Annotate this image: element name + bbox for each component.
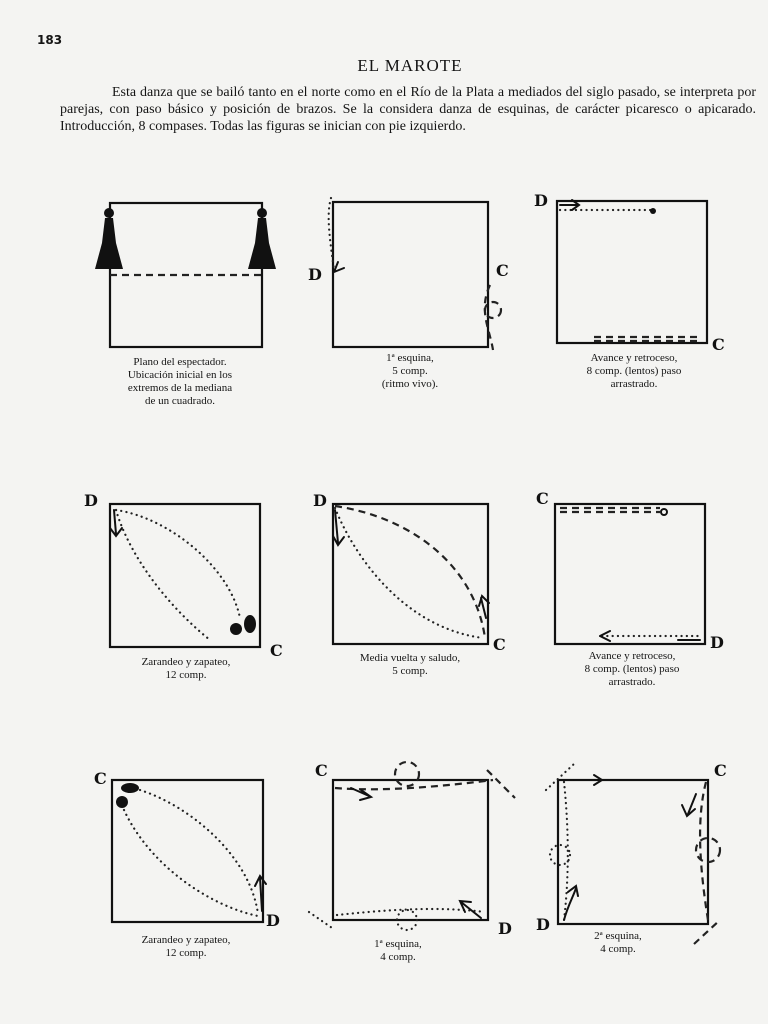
figure-7-diagram <box>80 766 290 936</box>
dama-label: D <box>710 633 724 652</box>
figure-7-caption: Zarandeo y zapateo, 12 comp. <box>141 934 231 959</box>
page-number: 183 <box>37 33 63 47</box>
figure-9-diagram <box>530 760 740 940</box>
dancer-left-icon <box>95 208 123 269</box>
figure-5-caption: Media vuelta y saludo, 5 comp. <box>359 652 461 677</box>
figure-1-caption: Plano del espectador. Ubicación inicial en los extremos de la mediana de un cuadrado. <box>127 356 233 407</box>
dama-label: D <box>266 911 280 930</box>
figure-2-caption: 1ª esquina, 5 comp. (ritmo vivo). <box>381 352 439 390</box>
figure-3-diagram <box>530 190 740 360</box>
figure-6-caption: Avance y retroceso, 8 comp. (lentos) paso arrastrado. <box>584 650 680 688</box>
dama-label: D <box>308 265 322 284</box>
intro-paragraph: Esta danza que se bailó tanto en el norte como en el Río de la Plata a mediados del siglo pasado, se interpreta por parejas, con paso básico y posición de brazos. Se la considera danza de esquinas, de carácter picaresco o apicarado. Introducción, 8 compases. Todas las figuras se inician con pie izquierdo. <box>60 85 756 134</box>
figure-3-caption: Avance y retroceso, 8 comp. (lentos) paso arrastrado. <box>586 352 682 390</box>
caballero-label: C <box>315 761 328 780</box>
figure-6-diagram <box>530 488 740 658</box>
caballero-label: C <box>270 641 283 660</box>
figure-2-diagram <box>300 190 520 360</box>
dama-label: D <box>498 919 512 938</box>
figure-8-caption: 1ª esquina, 4 comp. <box>374 938 422 963</box>
caballero-label: C <box>496 261 509 280</box>
caballero-label: C <box>714 761 727 780</box>
dama-label: D <box>534 191 548 210</box>
figure-1-diagram <box>90 195 290 355</box>
dama-label: D <box>84 491 98 510</box>
dancer-right-icon <box>248 208 276 269</box>
figure-8-diagram <box>305 760 530 940</box>
figure-4-diagram <box>80 488 290 658</box>
page-title: EL MAROTE <box>357 56 463 75</box>
zapateo-marks-icon <box>230 615 256 635</box>
caballero-label: C <box>536 489 549 508</box>
dama-label: D <box>536 915 550 934</box>
figure-4-caption: Zarandeo y zapateo, 12 comp. <box>141 656 231 681</box>
caballero-label: C <box>493 635 506 654</box>
dama-label: D <box>313 491 327 510</box>
caballero-label: C <box>712 335 725 354</box>
figure-5-diagram <box>305 488 520 658</box>
zapateo-marks-icon <box>116 783 139 808</box>
figure-9-caption: 2ª esquina, 4 comp. <box>594 930 642 955</box>
caballero-label: C <box>94 769 107 788</box>
